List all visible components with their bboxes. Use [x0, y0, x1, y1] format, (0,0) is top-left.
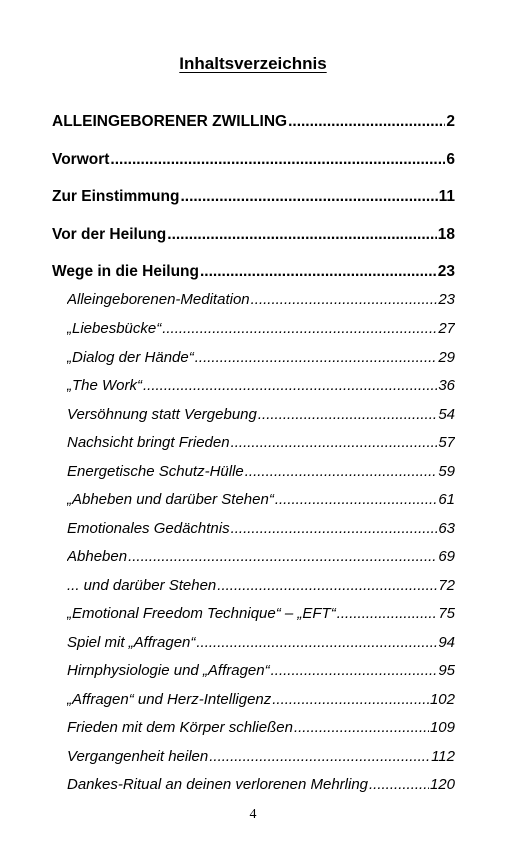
dot-leader: [162, 319, 437, 339]
dot-leader: [209, 747, 430, 767]
toc-entry-page: 36: [438, 377, 455, 394]
toc-entry-page: 102: [429, 691, 455, 708]
toc-entry-page: 94: [438, 634, 455, 651]
dot-leader: [200, 262, 437, 282]
toc-entry-title: Frieden mit dem Körper schließen: [67, 719, 293, 736]
toc-entry-page: 2: [446, 113, 455, 130]
dot-leader: [217, 576, 437, 596]
toc-entry-title: „Affragen“ und Herz-Intelligenz: [67, 691, 272, 708]
toc-entry-page: 95: [438, 662, 455, 679]
toc-entry-title: Hirnphysiologie und „Affragen“: [67, 662, 270, 679]
toc-entry-main[interactable]: [52, 112, 455, 132]
toc-entry-page: 69: [438, 548, 455, 565]
toc-entry-title: „Abheben und darüber Stehen“: [67, 491, 274, 508]
toc-entry-page: 109: [429, 719, 455, 736]
toc-entry-page: 57: [438, 434, 455, 451]
toc-entry-page: 27: [438, 320, 455, 337]
toc-entry-main[interactable]: [52, 225, 455, 245]
toc-entry-page: 29: [438, 349, 455, 366]
toc-entry-sub[interactable]: [67, 633, 455, 653]
dot-leader: [258, 405, 437, 425]
toc-entry-sub[interactable]: [67, 433, 455, 453]
dot-leader: [251, 290, 438, 310]
dot-leader: [180, 187, 437, 207]
dot-leader: [195, 348, 438, 368]
toc-entry-title: Energetische Schutz-Hülle: [67, 463, 244, 480]
dot-leader: [369, 775, 429, 795]
dot-leader: [337, 604, 438, 624]
toc-entry-page: 23: [437, 263, 455, 280]
toc-entry-title: Emotionales Gedächtnis: [67, 520, 230, 537]
toc-entry-title: Abheben: [67, 548, 128, 565]
toc-entry-page: 18: [437, 226, 455, 243]
toc-entry-sub[interactable]: [67, 690, 455, 710]
toc-entry-sub[interactable]: [67, 405, 455, 425]
toc-entry-title: Vor der Heilung: [52, 226, 167, 243]
toc-entry-page: 11: [438, 188, 455, 205]
toc-entry-title: Spiel mit „Affragen“: [67, 634, 196, 651]
dot-leader: [271, 661, 438, 681]
toc-entry-title: Versöhnung statt Vergebung: [67, 406, 257, 423]
dot-leader: [275, 490, 437, 510]
dot-leader: [231, 433, 438, 453]
toc-entry-title: Alleingeborenen-Meditation: [67, 291, 250, 308]
toc-entry-page: 61: [438, 491, 455, 508]
toc-entry-sub[interactable]: [67, 747, 455, 767]
toc-entry-title: Zur Einstimmung: [52, 188, 180, 205]
toc-entry-sub[interactable]: [67, 547, 455, 567]
toc-entry-page: 72: [438, 577, 455, 594]
toc-entry-sub[interactable]: [67, 661, 455, 681]
dot-leader: [167, 225, 436, 245]
toc-entry-title: Nachsicht bringt Frieden: [67, 434, 230, 451]
dot-leader: [288, 112, 445, 132]
toc-entry-main[interactable]: [52, 150, 455, 170]
toc-entry-page: 6: [446, 151, 455, 168]
toc-entry-title: Dankes-Ritual an deinen verlorenen Mehrling: [67, 776, 369, 793]
dot-leader: [231, 519, 438, 539]
toc-entry-page: 54: [438, 406, 455, 423]
toc-entry-sub[interactable]: [67, 376, 455, 396]
dot-leader: [294, 718, 429, 738]
toc-entry-sub[interactable]: [67, 462, 455, 482]
toc-entry-title: Wege in die Heilung: [52, 263, 199, 280]
toc-entry-main[interactable]: [52, 262, 455, 282]
dot-leader: [245, 462, 438, 482]
toc-entry-title: „The Work“: [67, 377, 142, 394]
toc-entry-page: 120: [429, 776, 455, 793]
toc-entry-page: 63: [438, 520, 455, 537]
page-number: 4: [249, 807, 257, 822]
dot-leader: [110, 150, 445, 170]
toc-entry-title: ... und darüber Stehen: [67, 577, 217, 594]
toc-entry-main[interactable]: [52, 187, 455, 207]
dot-leader: [143, 376, 437, 396]
toc-entry-page: 75: [438, 605, 455, 622]
toc-entry-sub[interactable]: [67, 519, 455, 539]
toc-entry-title: Vorwort: [52, 151, 110, 168]
toc-entry-title: ALLEINGEBORENER ZWILLING: [52, 113, 288, 130]
dot-leader: [272, 690, 429, 710]
toc-entry-sub[interactable]: [67, 775, 455, 795]
dot-leader: [128, 547, 437, 567]
toc-entry-page: 59: [438, 463, 455, 480]
toc-entry-page: 23: [438, 291, 455, 308]
page-title: Inhaltsverzeichnis: [179, 54, 327, 73]
toc-entry-sub[interactable]: [67, 604, 455, 624]
toc-entry-sub[interactable]: [67, 576, 455, 596]
toc-entry-title: Vergangenheit heilen: [67, 748, 209, 765]
toc-entry-sub[interactable]: [67, 718, 455, 738]
toc-entry-sub[interactable]: [67, 319, 455, 339]
toc-entry-sub[interactable]: [67, 290, 455, 310]
toc-entry-sub[interactable]: [67, 348, 455, 368]
toc-entry-title: „Liebesbücke“: [67, 320, 162, 337]
toc-entry-sub[interactable]: [67, 490, 455, 510]
toc-entry-title: „Emotional Freedom Technique“ – „EFT“: [67, 605, 336, 622]
dot-leader: [196, 633, 437, 653]
toc-entry-page: 112: [431, 748, 455, 765]
toc-entry-title: „Dialog der Hände“: [67, 349, 194, 366]
